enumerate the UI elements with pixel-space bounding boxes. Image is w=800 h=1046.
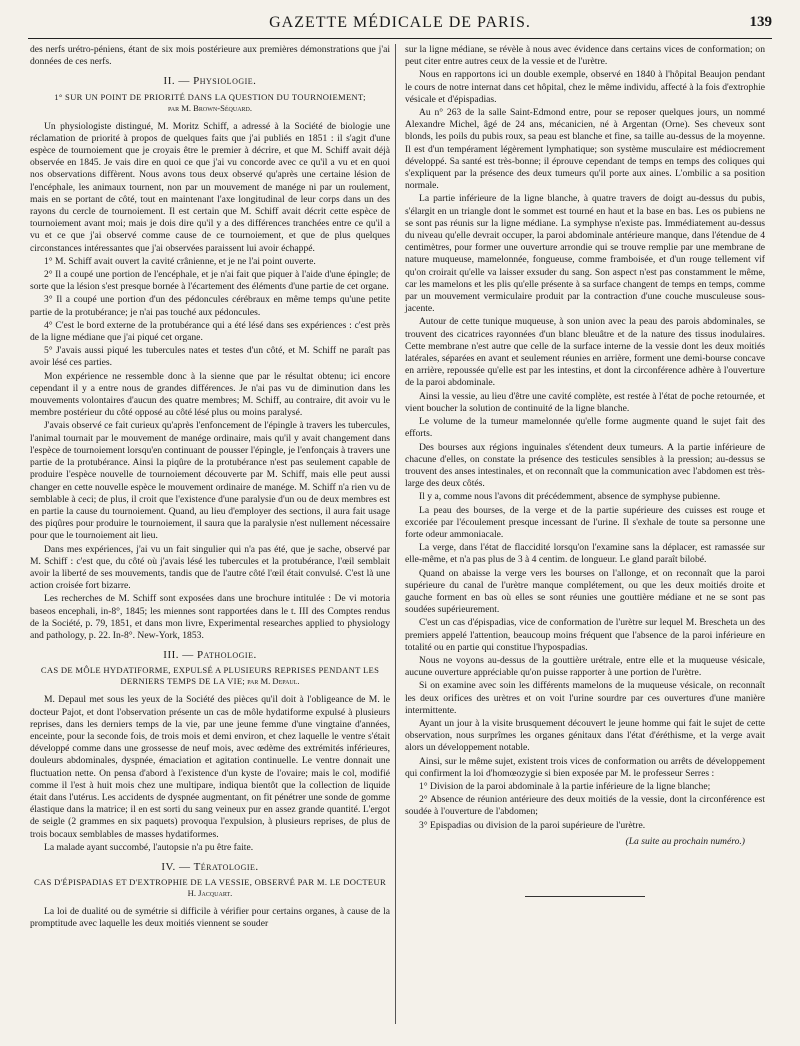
paragraph: 1° M. Schiff avait ouvert la cavité crânienne, et je ne l'ai point ouverte. bbox=[44, 255, 316, 267]
paragraph: sur la ligne médiane, se révèle à nous avec évidence dans certains vices de conformation; on peut citer entre autres ceux de la vessie et de l'urètre. bbox=[405, 44, 765, 68]
section-title-teratologie: IV. — Tératologie. bbox=[161, 860, 259, 873]
page-header bbox=[28, 12, 772, 39]
paragraph: C'est un cas d'épispadias, vice de conformation de l'urètre sur lequel M. Brescheta un des premiers appelé l'attention, beaucoup moins fréquent que l'absence de la paroi inférieure en totalité ou en partie qui constitue l'hypospadias. bbox=[405, 617, 765, 653]
subsection-title: 1° SUR UN POINT DE PRIORITÉ DANS LA QUESTION DU TOURNOIEMENT; bbox=[54, 91, 366, 102]
paragraph: Des bourses aux régions inguinales s'étendent deux tumeurs. A la partie inférieure de chacune d'elles, on constate la présence des testicules sensibles à la pression; au-dessus se trouvent des anses intestinales, et on reconnaît que la communication avec l'abdomen est très-large des deux côtés. bbox=[405, 441, 765, 490]
subsection-author: H. Jacquart. bbox=[187, 888, 233, 899]
subsection-heading bbox=[30, 877, 390, 899]
continuation-note: (La suite au prochain numéro.) bbox=[625, 835, 745, 847]
paragraph: 5° J'avais aussi piqué les tubercules nates et testes d'un côté, et M. Schiff ne paraît pas avoir lésé ces parties. bbox=[30, 345, 390, 369]
subsection-title: CAS D'ÉPISPADIAS ET D'EXTROPHIE DE LA VESSIE, OBSERVÉ PAR M. LE DOCTEUR bbox=[34, 877, 386, 888]
subsection-heading bbox=[30, 92, 390, 114]
list-item: 2° Absence de réunion antérieure des deux moitiés de la vessie, dont la circonférence est soudée à l'ouverture de l'abdomen; bbox=[405, 794, 765, 818]
paragraph: M. Depaul met sous les yeux de la Société des pièces qu'il doit à l'obligeance de M. le docteur Pajot, et dont l'observation présente un cas de môle hydatiforme expulsé à plusieurs reprises, dans les derniers temps de la vie, par une jeune femme d'une vingtaine d'années, enceinte, pour la seconde fois, de trois mois et demi environ, et chez laquelle le ventre s'était développé comme dans une grossesse de neuf mois, avec œdème des extrémités inférieures, douleurs abdominales, dyspnée, émaciation et agitation continuelle. Le ventre donnait une fluctuation nette. On pensa d'abord à l'existence d'un kyste de l'ovaire; mais le col, modifié comme il l'est à huit mois chez une multipare, indiqua bientôt que la collection de liquide était dans l'utérus. Les accidents de dyspnée augmentant, on fit pénétrer une sonde de gomme élastique dans la matrice; il en est sorti du sang veineux pur en assez grande quantité. L'ergot de seigle (2 grammes en six paquets) provoqua l'expulsion, à plusieurs reprises, de plus de trois bocaux semblables de masses hydatiformes. bbox=[30, 694, 390, 840]
column-divider bbox=[395, 44, 396, 1024]
paragraph: 2° Il a coupé une portion de l'encéphale, et je n'ai fait que piquer à l'aide d'une épingle; de sorte que la lésion s'est presque bornée à l'écartement des éléments d'une partie de cet organe. bbox=[30, 269, 390, 293]
subsection-author: par M. Depaul. bbox=[247, 676, 300, 687]
paragraph: des nerfs urétro-péniens, étant de six mois postérieure aux premières démonstrations que j'ai données de ces nerfs. bbox=[30, 44, 390, 68]
paragraph: Au n° 263 de la salle Saint-Edmond entre, pour se reposer quelques jours, un nommé Alexandre Michel, âgé de 24 ans, mécanicien, né à Argentan (Orne). Ses cheveux sont blonds, les poils du pubis roux, sa peau est blanche et fine, sa taille au-dessus de la moyenne. Il est d'un tempérament légèrement lymphatique; son système musculaire est médiocrement développé. Sa santé est très-bonne; il éprouve cependant de temps en temps des coliques qui s'expliquent par la présence des deux tumeurs qu'il porte aux aines. L'ombilic a sa position normale. bbox=[405, 107, 765, 192]
paragraph: La peau des bourses, de la verge et de la partie supérieure des cuisses est rouge et excoriée par l'écoulement presque incessant de l'urine. Il s'exhale de toute sa personne une forte odeur ammoniacale. bbox=[405, 504, 765, 540]
end-rule bbox=[525, 896, 645, 897]
paragraph: Nous en rapportons ici un double exemple, observé en 1840 à l'hôpital Beaujon pendant le cours de notre internat dans cet hôpital, chez le même individu, affecté à la fois d'extrophie vésicale et d'épispadias. bbox=[405, 69, 765, 105]
right-column bbox=[405, 44, 765, 897]
paragraph: Il y a, comme nous l'avons dit précédemment, absence de symphyse pubienne. bbox=[419, 491, 721, 503]
page-number: 139 bbox=[749, 14, 772, 30]
paragraph: 4° C'est le bord externe de la protubérance qui a été lésé dans ses expériences : c'est près de la ligne médiane que j'ai piqué cet organe. bbox=[30, 319, 390, 344]
section-title-physiologie: II. — Physiologie. bbox=[163, 75, 257, 88]
paragraph: La partie inférieure de la ligne blanche, à quatre travers de doigt au-dessus du pubis, s'élargit en un triangle dont le sommet est tourné en haut et la base en bas. Les os pubiens ne se sont pas réunis sur la ligne médiane. La symphyse n'existe pas. Immédiatement au-dessus du niveau qu'elle devrait occuper, la paroi abdominale antérieure manque, dans l'étendue de 4 centimètres, pour former une ouverture arrondie qui se trouve remplie par une membrane de nature muqueuse, mamelonnée, fongueuse, comme framboisée, et d'un rouge tellement vif qu'on croirait qu'elle va laisser exsuder du sang. Son aspect n'est pas constamment le même, car les mamelons et les plis qu'elle présente à sa surface changent de temps en temps, comme par un mouvement vermiculaire produit par la contraction d'une couche musculeuse sous-jacente. bbox=[405, 193, 765, 315]
paragraph: Les recherches de M. Schiff sont exposées dans une brochure intitulée : De vi motoria baseos encephali, in-8°, 1845; les miennes sont rapportées dans le t. III des Comptes rendus de la Société, p. 79, 1851, et dans mon livre, Experimental researches applied to physiology and pathology, p. 22. In-8°. New-York, 1853. bbox=[30, 593, 390, 641]
paragraph: J'avais observé ce fait curieux qu'après l'enfoncement de l'épingle à travers les tubercules, l'animal tournait par le mouvement de manége ordinaire, mais qu'il y avait changement dans l'espèce de tournoiement lorsqu'en continuant de pousser l'épingle, je l'enfonçais à travers une partie de la protubérance. Ainsi la piqûre de la protubérance n'est pas seulement capable de produire l'espèce nouvelle de tournoiement découverte par M. Schiff, mais elle peut aussi changer en cette nouvelle espèce le mouvement ordinaire de manége. M. Schiff n'a rien vu de semblable à ceci; de plus, il croit que l'existence d'une paralysie d'un ou de deux membres est en partie la cause du tournoiement. Quand, au lieu d'employer des sections, il aura fait usage des piqûres pour produire le tournoiement, il saura que la paralysie n'est nullement nécessaire pour que le tournoiement ait lieu. bbox=[30, 420, 390, 542]
section-title-pathologie: III. — Pathologie. bbox=[163, 649, 257, 662]
journal-title: GAZETTE MÉDICALE DE PARIS. bbox=[269, 14, 531, 31]
paragraph: Nous ne voyons au-dessus de la gouttière urétrale, entre elle et la muqueuse vésicale, aucune ouverture appréciable qu'on puisse rapporter à une portion de l'urètre. bbox=[405, 654, 765, 679]
paragraph: 3° Il a coupé une portion d'un des pédoncules cérébraux en même temps qu'une petite partie de la protubérance; je n'ai pas touché aux pédoncules. bbox=[30, 294, 390, 318]
paragraph: La loi de dualité ou de symétrie si difficile à vérifier pour certains organes, à cause de la promptitude avec laquelle les deux moitiés viennent se souder bbox=[30, 906, 390, 930]
list-item: 1° Division de la paroi abdominale à la partie inférieure de la ligne blanche; bbox=[419, 780, 711, 792]
subsection-title: CAS DE MÔLE HYDATIFORME, EXPULSÉ A PLUSIEURS REPRISES PENDANT LES DERNIERS TEMPS DE LA VIE; bbox=[40, 665, 380, 687]
left-column bbox=[30, 44, 390, 932]
paragraph: Autour de cette tunique muqueuse, à son union avec la peau des parois abdominales, se trouvent des cicatrices rayonnées d'un blanc bleuâtre et de la nature des tissus inodulaires. Cette membrane n'est autre que celle de la surface interne de la vessie dont les deux moitiés latérales, séparées en avant et seulement réunies en arrière, forment une demi-bourse concave en arrière, repoussée qu'elle est par les intestins, et dont la circonférence adhère à l'ouverture de la paroi abdominale. bbox=[405, 316, 765, 389]
paragraph: Le volume de la tumeur mamelonnée qu'elle forme augmente quand le sujet fait des efforts. bbox=[405, 416, 765, 440]
subsection-author: par M. Brown-Séquard. bbox=[167, 102, 253, 113]
paragraph: Si on examine avec soin les différents mamelons de la muqueuse vésicale, on reconnaît les deux orifices des urètres et on voit l'urine sourdre par ces ouvertures d'une manière intermittente. bbox=[405, 680, 765, 716]
paragraph: Quand on abaisse la verge vers les bourses on l'allonge, et on reconnaît que la paroi supérieure du canal de l'urètre manque complétement, ou que les deux moitiés droite et gauche forment en bas où elles se sont réunies une gouttière médiane et ne se sont pas soudées supérieurement. bbox=[405, 567, 765, 616]
paragraph: La verge, dans l'état de flaccidité lorsqu'on l'examine sans la déplacer, est ramassée sur elle-même, et n'a pas plus de 3 à 4 centim. de longueur. Le gland paraît bilobé. bbox=[405, 542, 765, 566]
paragraph: La malade ayant succombé, l'autopsie n'a pu être faite. bbox=[44, 841, 254, 853]
list-item: 3° Epispadias ou division de la paroi supérieure de l'urètre. bbox=[419, 819, 646, 831]
paragraph: Ainsi, sur le même sujet, existent trois vices de conformation ou arrêts de développement qui confirment la loi d'homœozygie si bien exposée par M. le professeur Serres : bbox=[405, 755, 765, 779]
paragraph: Ayant un jour à la visite brusquement découvert le jeune homme qui fait le sujet de cette observation, nous surprîmes les organes génitaux dans l'état d'éréthisme, et la verge avait alors un développement notable. bbox=[405, 717, 765, 754]
paragraph: Ainsi la vessie, au lieu d'être une cavité complète, est restée à l'état de poche retournée, et vient boucher la solution de continuité de la ligne blanche. bbox=[405, 390, 765, 414]
subsection-heading bbox=[30, 665, 390, 687]
paragraph: Mon expérience ne ressemble donc à la sienne que par le résultat obtenu; ici encore cependant il y a entre nous de grandes différences. Je n'ai pas vu de diminution dans les mouvements volontaires d'aucun des quatre membres; M. Schiff, au contraire, dit avoir vu le membre postérieur du côté opposé au côté lésé plus ou moins paralysé. bbox=[30, 370, 390, 419]
paragraph: Un physiologiste distingué, M. Moritz Schiff, a adressé à la Société de biologie une réclamation de priorité à propos de quelques faits que j'ai publiés en 1851 : il s'agit d'une espèce de tournoiement que je croyais être le premier à décrire, et que M. Schiff avait déjà observée en 1845. Je vais dire en quoi ce que j'ai vu concorde avec ce qu'il a vu et en quoi nos observations diffèrent. Nous avons tous deux observé qu'après une certaine lésion de l'encéphale, les animaux tournent, non par un mouvement de manége ni par un roulement, mais en se portant de côté, tout en maintenant l'axe longitudinal de leur corps dans un des rayons du cercle de tournoiement. Il est certain que M. Schiff avait décrit cette espèce de tournoiement avant moi; mais je dois dire qu'il y a des différences tranchées entre ce qu'il a vu et ce que j'ai observé comme cause de ce tournoiement, et que de plus quelques circonstances intéressantes que j'ai observées paraissent lui avoir échappé. bbox=[30, 120, 390, 254]
paragraph: Dans mes expériences, j'ai vu un fait singulier qui n'a pas été, que je sache, observé par M. Schiff : c'est que, du côté où j'avais lésé les tubercules et la protubérance, l'œil semblait avoir la liberté de ses mouvements, tandis que de l'autre côté l'œil était convulsé. C'est là une action croisée fort bizarre. bbox=[30, 543, 390, 592]
